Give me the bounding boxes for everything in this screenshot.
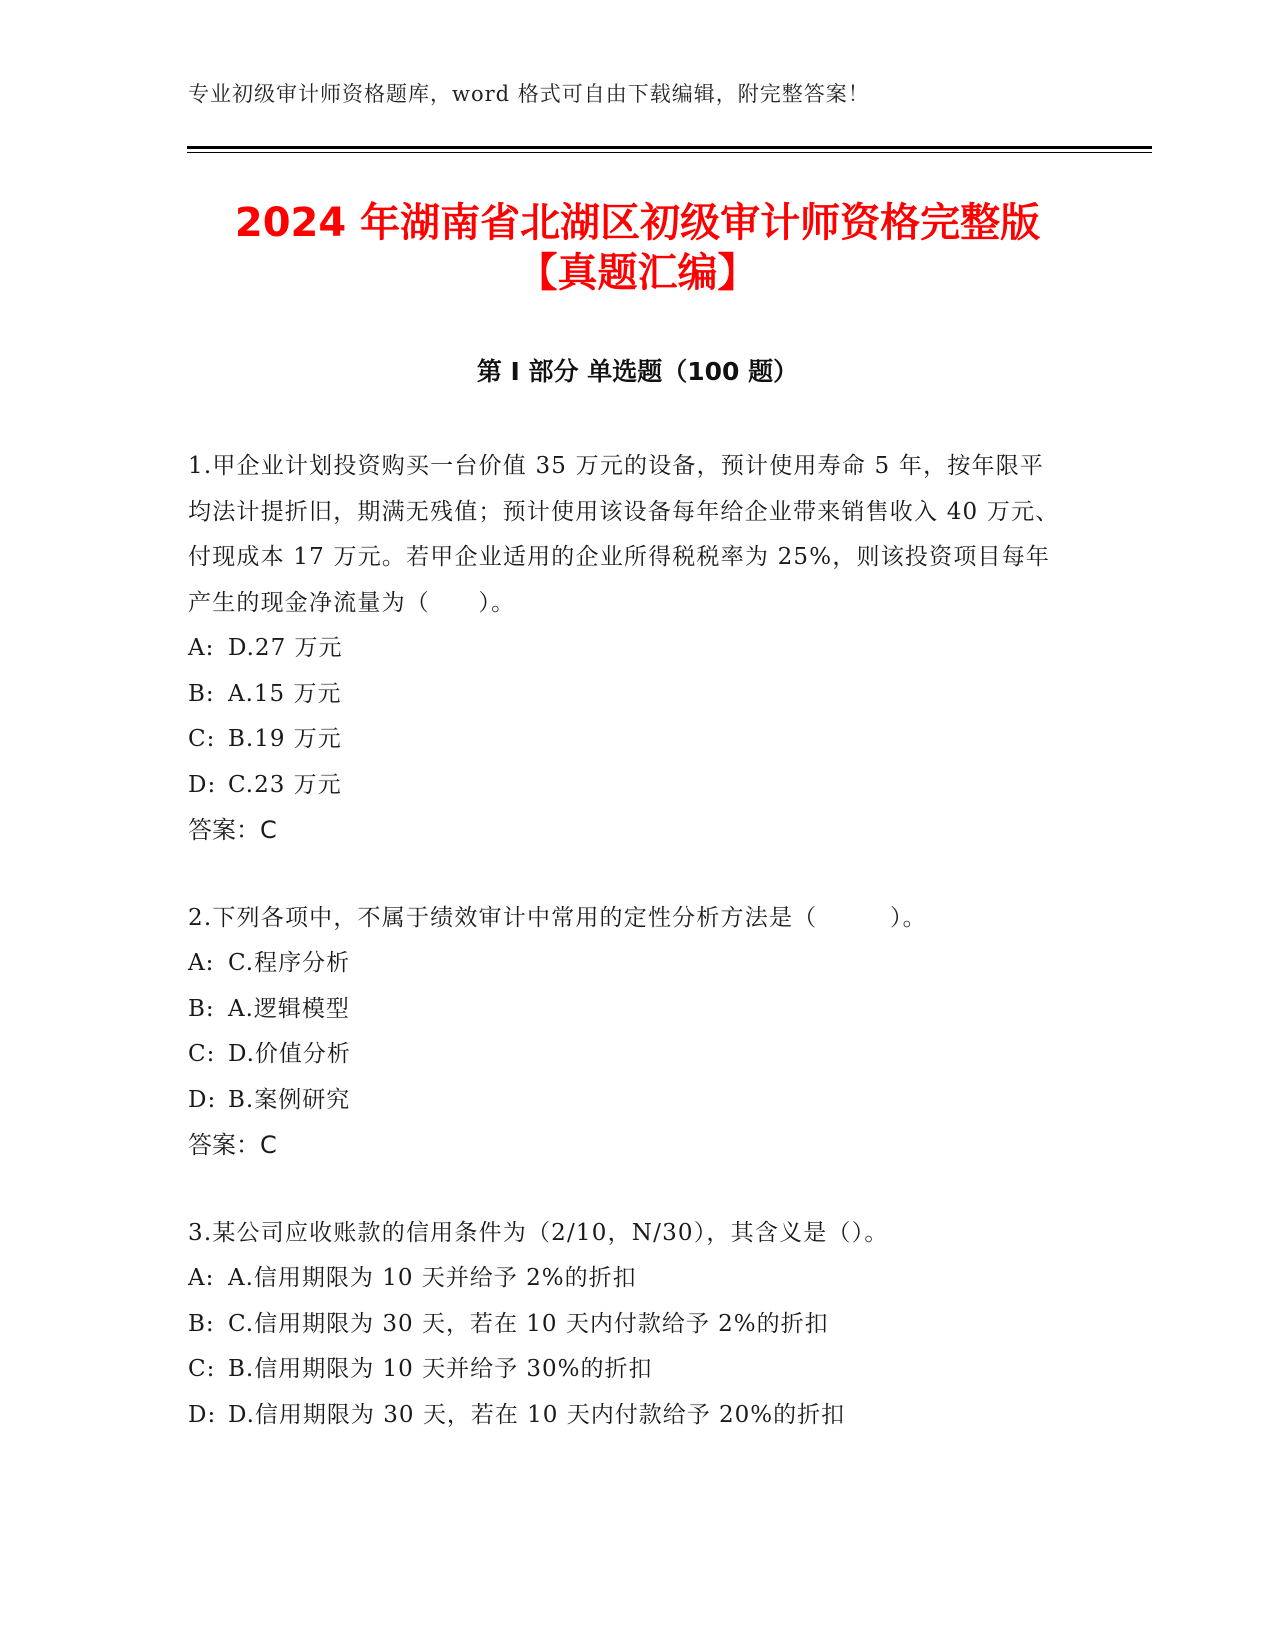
option-text: A.逻辑模型 (228, 995, 350, 1022)
title-line-2: 【真题汇编】 (517, 250, 758, 296)
option-key: A: (188, 635, 215, 661)
header-rule-thick (187, 146, 1152, 149)
option-text: C.信用期限为 30 天，若在 10 天内付款给予 2%的折扣 (228, 1310, 829, 1337)
option-d (188, 1393, 1068, 1439)
answer-line: 答案：C (188, 816, 277, 844)
question-item (188, 1211, 1068, 1439)
header-rule-thin (187, 152, 1152, 153)
option-text: C.23 万元 (228, 771, 342, 798)
option-text: C.程序分析 (228, 950, 351, 976)
option-key: D: (188, 1401, 217, 1428)
option-c (188, 1347, 1068, 1393)
document-title (150, 198, 1125, 298)
option-key: C: (188, 1356, 216, 1382)
question-list (188, 444, 1068, 1480)
title-line-1: 2024 年湖南省北湖区初级审计师资格完整版 (234, 200, 1041, 246)
option-c (188, 717, 1068, 763)
header-note: 专业初级审计师资格题库，word 格式可自由下载编辑，附完整答案！ (188, 82, 870, 106)
option-b (188, 987, 1068, 1033)
option-key: D: (188, 1086, 217, 1113)
section-heading: 第 I 部分 单选题（100 题） (476, 357, 799, 386)
option-key: A: (188, 1265, 215, 1291)
option-key: B: (188, 1310, 215, 1337)
option-text: B.信用期限为 10 天并给予 30%的折扣 (228, 1356, 653, 1382)
option-b (188, 1302, 1068, 1348)
option-key: C: (188, 726, 216, 752)
option-c (188, 1032, 1068, 1078)
option-key: A: (188, 950, 215, 976)
answer-line: 答案：C (188, 1131, 277, 1159)
option-text: A.信用期限为 10 天并给予 2%的折扣 (228, 1265, 637, 1291)
option-key: C: (188, 1041, 216, 1067)
option-d (188, 763, 1068, 809)
option-key: B: (188, 995, 215, 1022)
option-text: D.信用期限为 30 天，若在 10 天内付款给予 20%的折扣 (228, 1401, 846, 1428)
option-text: A.15 万元 (228, 680, 342, 707)
option-text: D.27 万元 (228, 635, 343, 661)
option-a (188, 941, 1068, 987)
option-text: B.案例研究 (228, 1086, 351, 1113)
question-item (188, 444, 1068, 854)
option-b (188, 672, 1068, 718)
question-stem: 3.某公司应收账款的信用条件为（2/10，N/30），其含义是（）。 (188, 1219, 889, 1246)
option-key: B: (188, 680, 215, 707)
question-item (188, 896, 1068, 1169)
option-a (188, 626, 1068, 672)
option-d (188, 1078, 1068, 1124)
question-stem: 2.下列各项中，不属于绩效审计中常用的定性分析方法是（ ）。 (188, 904, 927, 931)
option-key: D: (188, 771, 217, 798)
option-text: B.19 万元 (228, 726, 342, 752)
question-stem: 1.甲企业计划投资购买一台价值 35 万元的设备，预计使用寿命 5 年，按年限平均法计提折旧，期满无残值；预计使用该设备每年给企业带来销售收入 40 万元、付现成本 17 万元。若甲企业适用的企业所得税税率为 25%，则该投资项目每年产生的现金净流量为（ ）。 (188, 453, 1060, 616)
option-a (188, 1256, 1068, 1302)
option-text: D.价值分析 (228, 1041, 351, 1067)
